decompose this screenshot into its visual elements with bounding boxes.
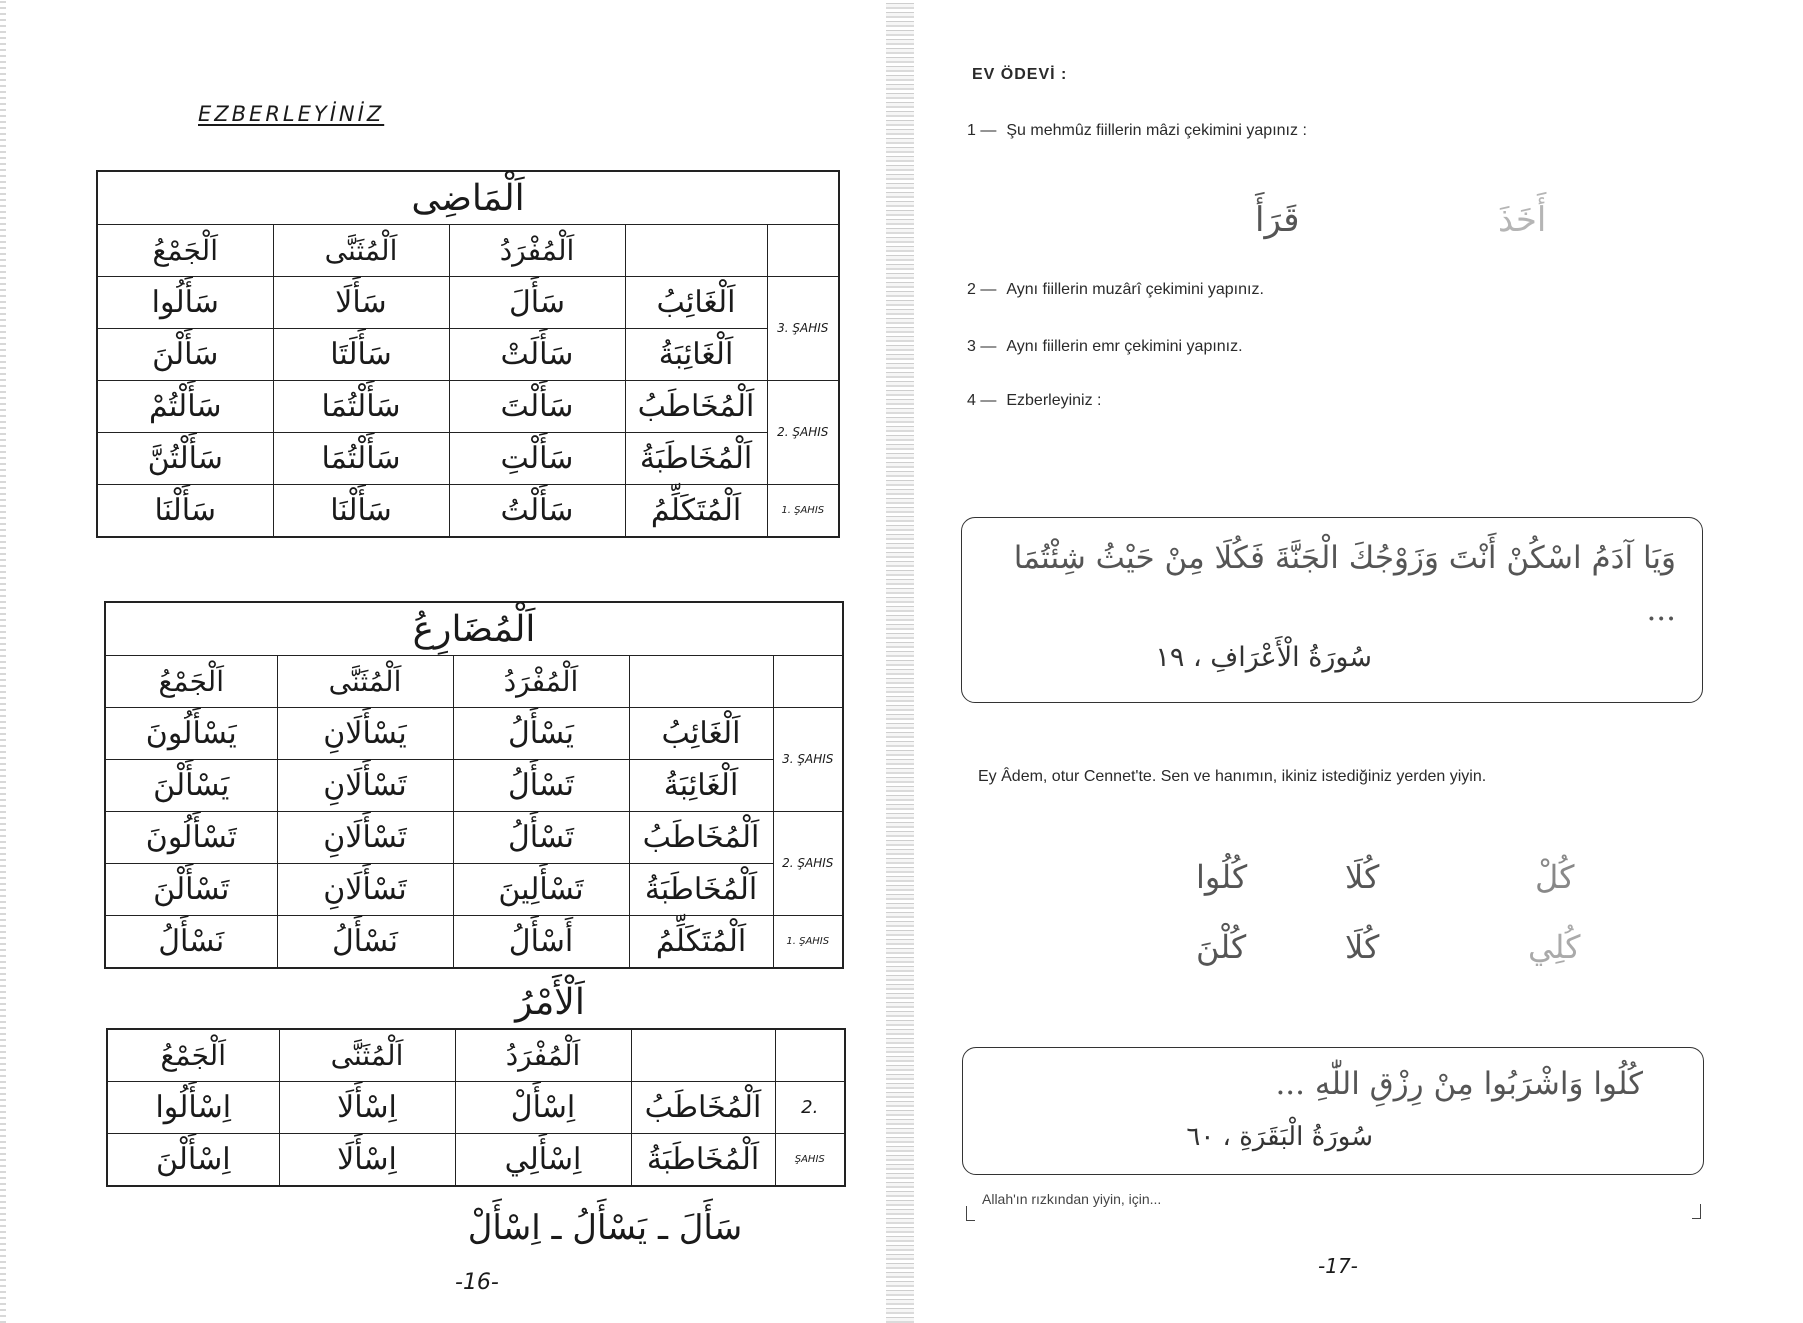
page-number: -17- (1318, 1254, 1358, 1278)
verb-word: قَرَأَ (1255, 200, 1300, 240)
person-label-word: ŞAHIS (775, 1134, 845, 1187)
column-header-plural: اَلْجَمْعُ (107, 1029, 279, 1082)
conjugation-cell: سَأَلْنَا (273, 485, 449, 538)
pronoun-label: اَلْغَائِبُ (625, 277, 767, 329)
pronoun-label: اَلْمُخَاطَبَةُ (625, 433, 767, 485)
table-row (97, 381, 839, 433)
conjugation-cell: اِسْأَلَا (279, 1134, 455, 1187)
homework-item (967, 122, 1307, 140)
memorize-heading: EZBERLEYİNİZ (198, 102, 385, 126)
conjugation-cell: سَأَلْتَ (449, 381, 625, 433)
pronoun-label: اَلْغَائِبَةُ (629, 760, 773, 812)
madi-title: اَلْمَاضِى (97, 171, 839, 225)
conjugation-cell: اِسْأَلَا (279, 1082, 455, 1134)
pronoun-label: اَلْمُخَاطَبَةُ (629, 864, 773, 916)
conjugation-cell: يَسْأَلُونَ (105, 708, 277, 760)
corner-mark (1692, 1204, 1701, 1219)
conjugation-cell: تَسْأَلَانِ (277, 812, 453, 864)
table-row (105, 864, 843, 916)
conjugation-cell: نَسْأَلُ (277, 916, 453, 969)
empty-header-cell (767, 225, 839, 277)
item-text: Aynı fiillerin muzârî çekimini yapınız. (1006, 281, 1264, 298)
left-page (0, 0, 900, 1323)
pronoun-label: اَلْمُخَاطَبُ (625, 381, 767, 433)
pronoun-label: اَلْمُتَكَلِّمُ (625, 485, 767, 538)
item-text: Ezberleyiniz : (1006, 392, 1102, 409)
conjugation-cell: يَسْأَلْنَ (105, 760, 277, 812)
pronoun-label: اَلْمُخَاطَبُ (631, 1082, 775, 1134)
table-title-row (105, 602, 843, 656)
pronoun-label: اَلْمُتَكَلِّمُ (629, 916, 773, 969)
vocabulary-word: كُلَا (1345, 858, 1380, 896)
table-row (97, 433, 839, 485)
conjugation-cell: سَأَلَتْ (449, 329, 625, 381)
conjugation-cell: سَأَلُوا (97, 277, 273, 329)
conjugation-cell: سَأَلَ (449, 277, 625, 329)
conjugation-cell: سَأَلَا (273, 277, 449, 329)
table-row (97, 277, 839, 329)
empty-header-cell (629, 656, 773, 708)
item-number: 3 — (967, 338, 997, 355)
table-row (107, 1134, 845, 1187)
table-row (97, 329, 839, 381)
table-header-row (97, 225, 839, 277)
column-header-plural: اَلْجَمْعُ (97, 225, 273, 277)
column-header-dual: اَلْمُثَنَّى (273, 225, 449, 277)
column-header-singular: اَلْمُفْرَدُ (453, 656, 629, 708)
conjugation-cell: سَأَلَتَا (273, 329, 449, 381)
person-label: 2. ŞAHIS (773, 812, 843, 916)
conjugation-cell: اِسْأَلْ (455, 1082, 631, 1134)
verse-box (961, 517, 1703, 703)
conjugation-cell: سَأَلْتِ (449, 433, 625, 485)
pronoun-label: اَلْغَائِبُ (629, 708, 773, 760)
mudari-table (104, 601, 844, 969)
homework-item (967, 281, 1264, 299)
vocabulary-word: كُلْ (1535, 858, 1575, 896)
verse-box (962, 1047, 1704, 1175)
conjugation-cell: تَسْأَلِينَ (453, 864, 629, 916)
empty-header-cell (631, 1029, 775, 1082)
conjugation-cell: تَسْأَلُ (453, 760, 629, 812)
item-number: 1 — (967, 122, 997, 139)
verse-translation: Allah'ın rızkından yiyin, için... (982, 1191, 1162, 1207)
table-row (105, 916, 843, 969)
verb-word: أَخَذَ (1498, 200, 1547, 240)
vocabulary-word: كُلَا (1345, 928, 1380, 966)
item-number: 2 — (967, 281, 997, 298)
conjugation-cell: سَأَلْتُ (449, 485, 625, 538)
verse-translation: Ey Âdem, otur Cennet'te. Sen ve hanımın, ikiniz istediğiniz yerden yiyin. (978, 768, 1487, 785)
empty-header-cell (775, 1029, 845, 1082)
corner-mark (966, 1206, 975, 1221)
conjugation-cell: سَأَلْتُنَّ (97, 433, 273, 485)
verse-text: كُلُوا وَاشْرَبُوا مِنْ رِزْقِ اللّٰهِ ... (1275, 1066, 1643, 1102)
empty-header-cell (625, 225, 767, 277)
conjugation-cell: سَأَلْنَا (97, 485, 273, 538)
conjugation-cell: سَأَلْتُمَا (273, 381, 449, 433)
column-header-singular: اَلْمُفْرَدُ (449, 225, 625, 277)
conjugation-cell: أَسْأَلُ (453, 916, 629, 969)
column-header-singular: اَلْمُفْرَدُ (455, 1029, 631, 1082)
conjugation-cell: يَسْأَلُ (453, 708, 629, 760)
conjugation-cell: نَسْأَلُ (105, 916, 277, 969)
empty-header-cell (773, 656, 843, 708)
homework-item (967, 338, 1243, 356)
conjugation-cell: اِسْأَلُوا (107, 1082, 279, 1134)
conjugation-cell: تَسْأَلُونَ (105, 812, 277, 864)
amr-table (106, 1028, 846, 1187)
person-label-number: 2. (775, 1082, 845, 1134)
table-row (97, 485, 839, 538)
column-header-dual: اَلْمُثَنَّى (277, 656, 453, 708)
table-row (107, 1082, 845, 1134)
madi-table (96, 170, 840, 538)
item-number: 4 — (967, 392, 997, 409)
person-label: 1. ŞAHIS (773, 916, 843, 969)
table-title-row (97, 171, 839, 225)
person-label: 2. ŞAHIS (767, 381, 839, 485)
homework-title: EV ÖDEVİ : (972, 66, 1068, 83)
conjugation-cell: سَأَلْتُمْ (97, 381, 273, 433)
conjugation-cell: تَسْأَلَانِ (277, 864, 453, 916)
verse-reference: سُورَةُ الْأَعْرَافِ ، ١٩ (1155, 642, 1372, 673)
conjugation-cell: تَسْأَلْنَ (105, 864, 277, 916)
conjugation-cell: يَسْأَلَانِ (277, 708, 453, 760)
verse-reference: سُورَةُ الْبَقَرَةِ ، ٦٠ (1186, 1122, 1373, 1152)
item-text: Aynı fiillerin emr çekimini yapınız. (1006, 338, 1243, 355)
conjugation-cell: اِسْأَلْنَ (107, 1134, 279, 1187)
person-label: 3. ŞAHIS (767, 277, 839, 381)
vocabulary-word: كُلُوا (1196, 858, 1248, 896)
root-chain: سَأَلَ ـ يَسْأَلُ ـ اِسْأَلْ (467, 1208, 743, 1248)
conjugation-cell: اِسْأَلِي (455, 1134, 631, 1187)
table-header-row (107, 1029, 845, 1082)
table-row (105, 760, 843, 812)
column-header-dual: اَلْمُثَنَّى (279, 1029, 455, 1082)
vocabulary-word: كُلْنَ (1196, 928, 1247, 966)
page-number: -16- (455, 1270, 499, 1295)
table-row (105, 708, 843, 760)
pronoun-label: اَلْمُخَاطَبَةُ (631, 1134, 775, 1187)
person-label: 3. ŞAHIS (773, 708, 843, 812)
table-row (105, 812, 843, 864)
pronoun-label: اَلْمُخَاطَبُ (629, 812, 773, 864)
conjugation-cell: سَأَلْتُمَا (273, 433, 449, 485)
pronoun-label: اَلْغَائِبَةُ (625, 329, 767, 381)
person-label: 1. ŞAHIS (767, 485, 839, 538)
homework-item (967, 392, 1102, 410)
mudari-title: اَلْمُضَارِعُ (105, 602, 843, 656)
conjugation-cell: تَسْأَلَانِ (277, 760, 453, 812)
conjugation-cell: سَأَلْنَ (97, 329, 273, 381)
vocabulary-word: كُلِي (1528, 928, 1581, 966)
conjugation-cell: تَسْأَلُ (453, 812, 629, 864)
table-header-row (105, 656, 843, 708)
verse-text: وَيَا آدَمُ اسْكُنْ أَنْتَ وَزَوْجُكَ الْجَنَّةَ فَكُلَا مِنْ حَيْثُ شِئْتُمَا ... (1013, 540, 1676, 628)
column-header-plural: اَلْجَمْعُ (105, 656, 277, 708)
item-text: Şu mehmûz fiillerin mâzi çekimini yapınız : (1006, 122, 1307, 139)
amr-title: اَلْأَمْرُ (515, 982, 585, 1023)
